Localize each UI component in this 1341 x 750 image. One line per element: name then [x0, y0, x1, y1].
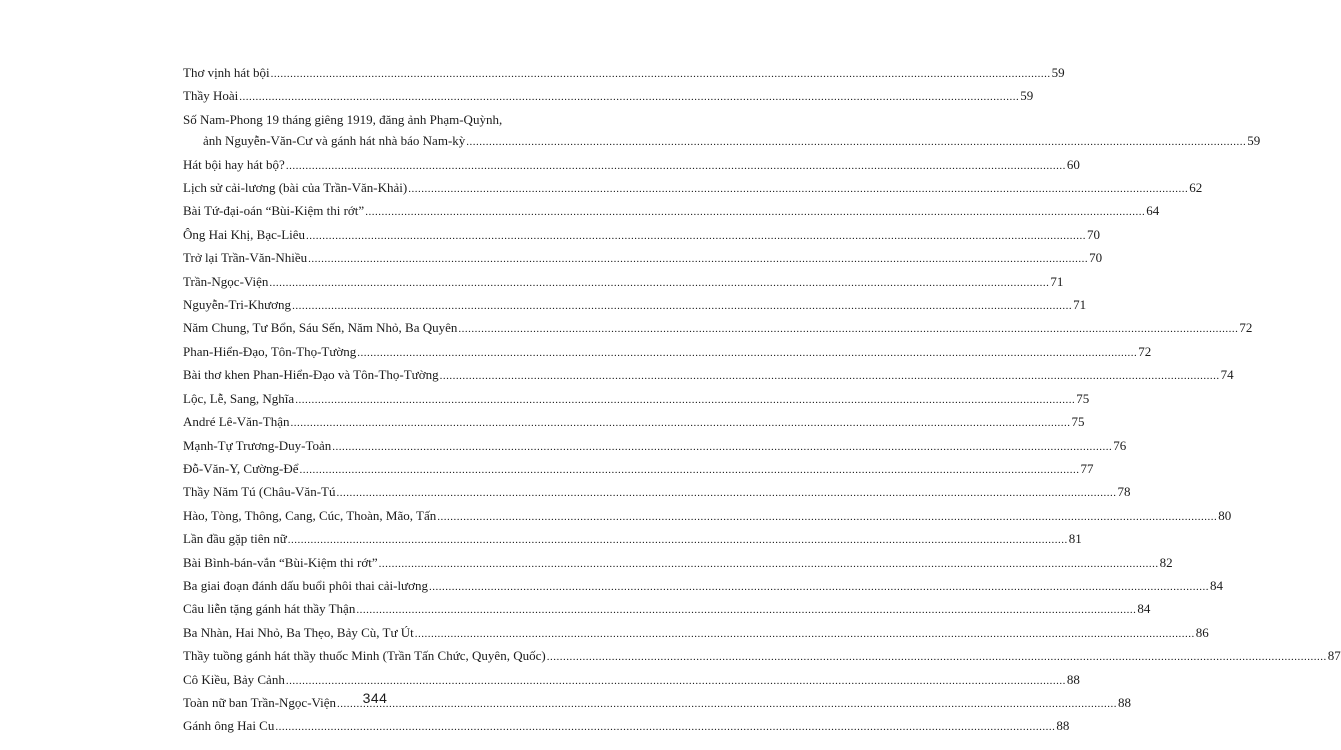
- toc-entry: [183, 575, 1223, 598]
- dot-leader: [379, 554, 1159, 575]
- toc-entry-page: 72: [1138, 343, 1152, 359]
- dot-leader: [437, 507, 1217, 528]
- toc-entry-title: Câu liễn tặng gánh hát thầy Thận: [183, 601, 356, 617]
- dot-leader: [306, 226, 1086, 247]
- toc-entry: [183, 177, 1203, 200]
- toc-entry: [183, 598, 1151, 621]
- toc-entry: [183, 62, 1065, 85]
- toc-entry-title: Gánh ông Hai Cu: [183, 718, 275, 734]
- toc-entry-title: Bài Bình-bán-vắn “Bùi-Kiệm thi rớt”: [183, 554, 378, 570]
- toc-entry-title: Hào, Tòng, Thông, Cang, Cúc, Thoàn, Mão, Tấn: [183, 507, 437, 523]
- page-number: 344: [362, 690, 388, 706]
- dot-leader: [547, 647, 1327, 668]
- toc-entry-page: 82: [1159, 554, 1173, 570]
- toc-entry-title: Năm Chung, Tư Bổn, Sáu Sến, Năm Nhỏ, Ba Quyên: [183, 320, 458, 336]
- toc-entry-title: Lần đầu gặp tiên nữ: [183, 531, 287, 547]
- toc-entry: [183, 85, 1034, 108]
- dot-leader: [275, 717, 1055, 738]
- toc-entry-title: Lộc, Lễ, Sang, Nghĩa: [183, 390, 295, 406]
- toc-entry-title: Nguyễn-Tri-Khương: [183, 297, 292, 313]
- toc-entry-page: 86: [1195, 624, 1209, 640]
- toc-entry-title: Ba Nhàn, Hai Nhỏ, Ba Thẹo, Bảy Cù, Tư Út: [183, 624, 414, 640]
- toc-entry-title: Ông Hai Khị, Bạc-Liêu: [183, 226, 306, 242]
- dot-leader: [466, 132, 1246, 153]
- toc-entry: [183, 294, 1087, 317]
- dot-leader: [365, 202, 1145, 223]
- toc-entry: [183, 528, 1082, 551]
- toc-entry-title: Thơ vịnh hát bội: [183, 65, 270, 80]
- dot-leader: [295, 390, 1075, 411]
- toc-entry-page: 70: [1087, 226, 1101, 242]
- dot-leader: [288, 530, 1068, 551]
- toc-entry: [183, 622, 1209, 645]
- toc-entry-title: ảnh Nguyễn-Văn-Cư và gánh hát nhà báo Nam-kỳ: [203, 133, 466, 149]
- toc-entry: [183, 669, 1080, 692]
- dot-leader: [458, 319, 1238, 340]
- dot-leader: [356, 600, 1136, 621]
- toc-entry: [183, 271, 1064, 294]
- toc-entry-title: Ba giai đoạn đánh dấu buổi phôi thai cải-lương: [183, 577, 428, 593]
- toc-entry-title: Trở lại Trần-Văn-Nhiều: [183, 250, 308, 266]
- toc-entry-page: 59: [1020, 88, 1034, 104]
- toc-entry-page: 78: [1117, 484, 1131, 500]
- toc-entry-title: Lịch sử cải-lương (bài của Trần-Văn-Khải): [183, 180, 408, 196]
- toc-entry-title: Phan-Hiển-Đạo, Tôn-Thọ-Tường: [183, 343, 357, 359]
- toc-entry: [183, 411, 1085, 434]
- toc-entry: [183, 552, 1173, 575]
- toc-entry: [183, 435, 1127, 458]
- dot-leader: [292, 296, 1072, 317]
- toc-entry: [183, 388, 1090, 411]
- toc-entry: [183, 645, 1341, 668]
- dot-leader: [408, 179, 1188, 200]
- dot-leader: [286, 156, 1066, 177]
- toc-entry: [183, 224, 1101, 247]
- toc-entry-page: 88: [1118, 694, 1132, 710]
- toc-entry: [183, 109, 1261, 154]
- toc-entry-title: André Lê-Văn-Thận: [183, 414, 290, 430]
- toc-entry-page: 75: [1076, 390, 1090, 406]
- table-of-contents: [183, 62, 1341, 739]
- toc-entry-title: Bài Tứ-đại-oán “Bùi-Kiệm thi rớt”: [183, 203, 365, 219]
- toc-entry-page: 59: [1051, 65, 1065, 80]
- dot-leader: [415, 624, 1195, 645]
- toc-entry-page: 84: [1137, 601, 1151, 617]
- toc-entry: [183, 317, 1253, 340]
- toc-entry-page: 71: [1050, 273, 1064, 289]
- dot-leader: [269, 273, 1049, 294]
- dot-leader: [271, 64, 1051, 85]
- toc-entry-page: 59: [1247, 133, 1261, 149]
- toc-entry: [183, 200, 1160, 223]
- toc-entry-page: 75: [1071, 414, 1085, 430]
- dot-leader: [336, 483, 1116, 504]
- toc-entry-title: Hát bội hay hát bộ?: [183, 156, 285, 172]
- toc-entry-page: 88: [1056, 718, 1070, 734]
- toc-entry-page: 72: [1239, 320, 1253, 336]
- dot-leader: [290, 413, 1070, 434]
- toc-entry-page: 60: [1066, 156, 1080, 172]
- toc-entry-page: 74: [1220, 367, 1234, 383]
- toc-entry: [183, 481, 1131, 504]
- dot-leader: [239, 87, 1019, 108]
- toc-entry: [183, 364, 1234, 387]
- toc-entry: [183, 154, 1080, 177]
- toc-entry-page: 64: [1146, 203, 1160, 219]
- dot-leader: [440, 366, 1220, 387]
- dot-leader: [357, 343, 1137, 364]
- toc-entry-title-line1: Số Nam-Phong 19 tháng giêng 1919, đăng ảnh Phạm-Quỳnh,: [183, 111, 503, 127]
- dot-leader: [300, 460, 1080, 481]
- dot-leader: [429, 577, 1209, 598]
- toc-entry-page: 84: [1209, 577, 1223, 593]
- toc-entry-title: Thầy tuồng gánh hát thầy thuốc Minh (Trần Tấn Chức, Quyên, Quốc): [183, 648, 546, 664]
- toc-entry-title: Cô Kiều, Bảy Cảnh: [183, 671, 285, 687]
- toc-entry-page: 80: [1218, 507, 1232, 523]
- dot-leader: [332, 437, 1112, 458]
- toc-entry-page: 71: [1073, 297, 1087, 313]
- toc-entry-title: Mạnh-Tự Trương-Duy-Toản: [183, 437, 332, 453]
- toc-entry: [183, 505, 1232, 528]
- toc-entry-title: Thầy Hoài: [183, 88, 239, 104]
- toc-entry-page: 77: [1080, 460, 1094, 476]
- toc-entry-title: Đỗ-Văn-Y, Cường-Để: [183, 460, 299, 476]
- toc-entry: [183, 458, 1094, 481]
- toc-entry-title: Thầy Năm Tú (Châu-Văn-Tú: [183, 484, 336, 500]
- toc-entry: [183, 247, 1103, 270]
- toc-entry-title: Toàn nữ ban Trần-Ngọc-Viện: [183, 694, 337, 710]
- toc-entry-title: Bài thơ khen Phan-Hiển-Đạo và Tôn-Thọ-Tường: [183, 367, 439, 383]
- toc-entry-page: 88: [1066, 671, 1080, 687]
- toc-entry-title: Trần-Ngọc-Viện: [183, 273, 269, 289]
- toc-entry-page: 87: [1327, 648, 1341, 664]
- dot-leader: [308, 249, 1088, 270]
- dot-leader: [286, 671, 1066, 692]
- toc-entry: [183, 341, 1152, 364]
- toc-entry-page: 62: [1189, 180, 1203, 196]
- toc-entry-page: 70: [1089, 250, 1103, 266]
- toc-entry: [183, 715, 1070, 738]
- toc-entry-page: 76: [1113, 437, 1127, 453]
- toc-entry-page: 81: [1068, 531, 1082, 547]
